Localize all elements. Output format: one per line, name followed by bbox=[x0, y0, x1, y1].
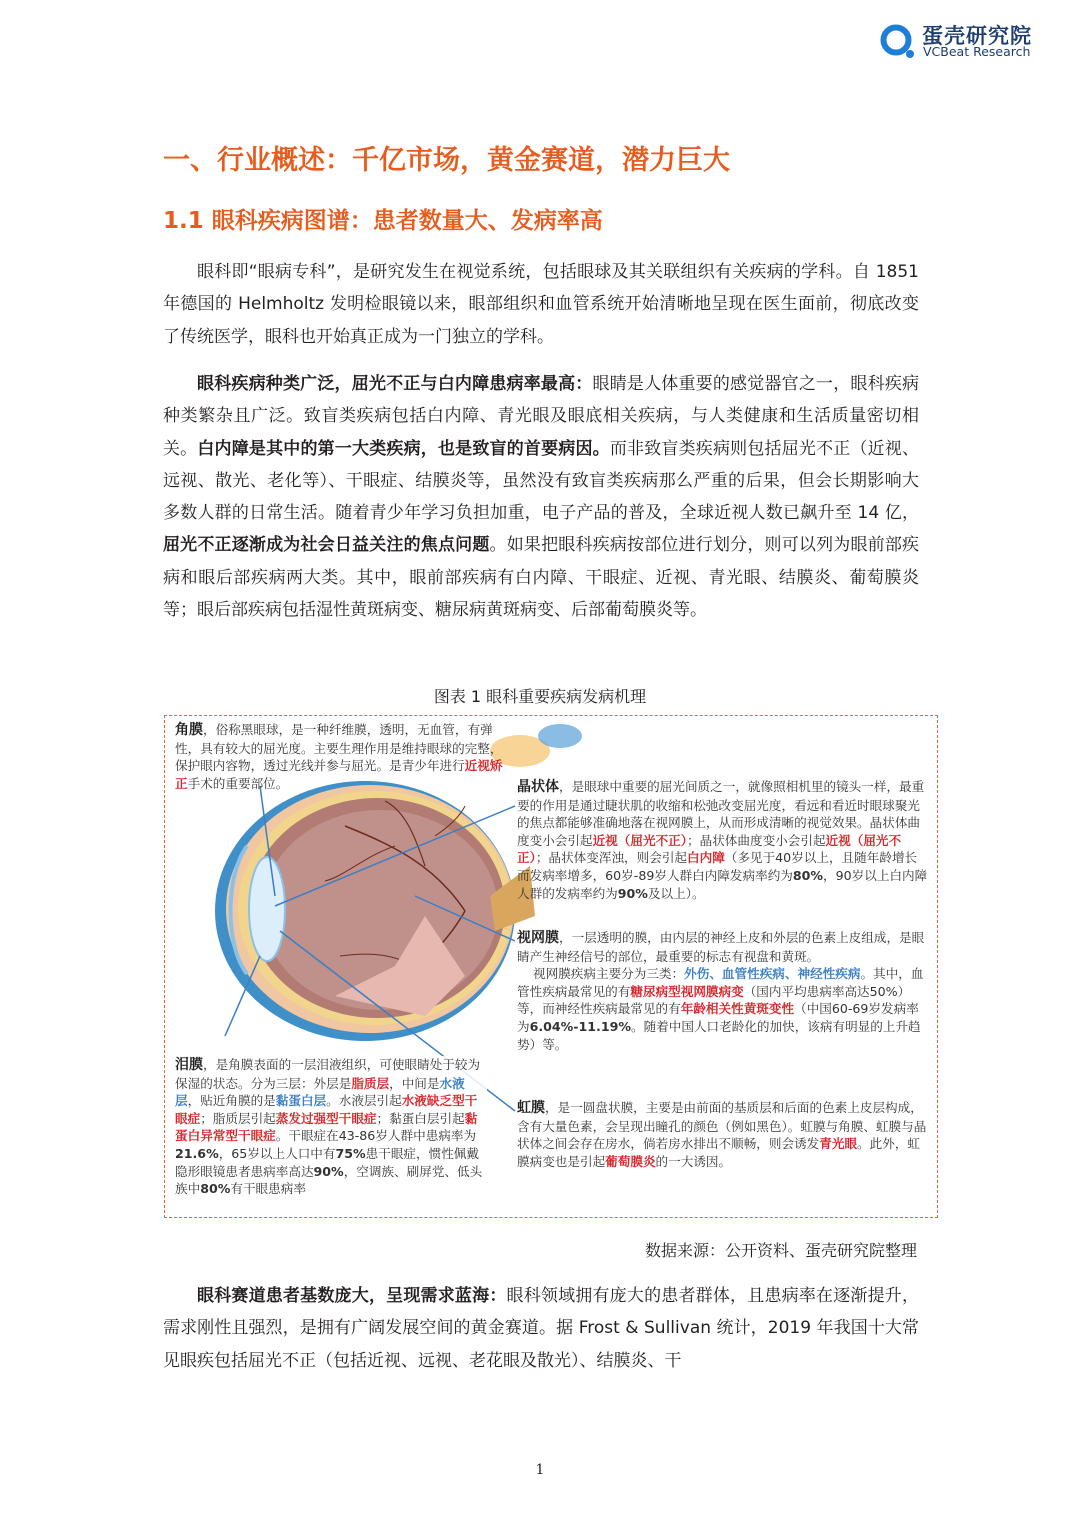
subsection-title: 1.1 眼科疾病图谱：患者数量大、发病率高 bbox=[163, 208, 603, 234]
annotation-lens: 晶状体，是眼球中重要的屈光间质之一，就像照相机里的镜头一样，最重要的作用是通过睫状肌的收缩和松弛改变屈光度，看远和看近时眼球聚光的焦点都能够准确地落在视网膜上，从而形成清晰的视觉效果。晶状体曲度变小会引起近视（屈光不正）；晶状体曲度变小会引起近视（屈光不正）；晶状体变浑浊，则会引起白内障（多见于40岁以上，且随年龄增长而发病率增多，60岁-89岁人群白内障发病率约为80%，90岁以上白内障人群的发病率约为90%及以上）。 bbox=[517, 779, 928, 901]
paragraph-market-demand: 眼科赛道患者基数庞大，呈现需求蓝海：眼科领域拥有庞大的患者群体，且患病率在逐渐提升，需求刚性且强烈，是拥有广阔发展空间的黄金赛道。据 Frost & Sullivan 统计，2019 年我国十大常见眼疾包括屈光不正（包括近视、远视、老花眼及散光）、结膜炎、干 bbox=[163, 1286, 920, 1371]
annotation-iris: 虹膜，是一圆盘状膜，主要是由前面的基质层和后面的色素上皮层构成，含有大量色素，会呈现出瞳孔的颜色（例如黑色）。虹膜与角膜、虹膜与晶状体之间会存在房水，倘若房水排出不顺畅，则会诱发青光眼。此外，虹膜病变也是引起葡萄膜炎的一大诱因。 bbox=[517, 1100, 927, 1169]
section-title: 一、行业概述：千亿市场，黄金赛道，潜力巨大 bbox=[163, 145, 730, 176]
logo-text-cn: 蛋壳研究院 bbox=[922, 24, 1032, 48]
paragraph-disease-types: 眼科疾病种类广泛，屈光不正与白内障患病率最高：眼睛是人体重要的感觉器官之一，眼科疾病种类繁杂且广泛。致盲类疾病包括白内障、青光眼及眼底相关疾病，与人类健康和生活质量密切相关。白内障是其中的第一大类疾病，也是致盲的首要病因。而非致盲类疾病则包括屈光不正（近视、远视、散光、老化等）、干眼症、结膜炎等，虽然没有致盲类疾病那么严重的后果，但会长期影响大多数人群的日常生活。随着青少年学习负担加重，电子产品的普及，全球近视人数已飙升至 14 亿，屈光不正逐渐成为社会日益关注的焦点问题。如果把眼科疾病按部位进行划分，则可以列为眼前部疾病和眼后部疾病两大类。其中，眼前部疾病有白内障、干眼症、近视、青光眼、结膜炎、葡萄膜炎等；眼后部疾病包括湿性黄斑病变、糖尿病黄斑病变、后部葡萄膜炎等。 bbox=[163, 374, 920, 621]
figure-caption: 图表 1 眼科重要疾病发病机理 bbox=[433, 687, 647, 706]
vcbeat-logo bbox=[880, 20, 1060, 64]
eye-anatomy-figure bbox=[164, 715, 938, 1218]
page-number: 1 bbox=[535, 1462, 545, 1478]
logo-icon bbox=[880, 24, 916, 60]
paragraph-intro: 眼科即“眼病专科”，是研究发生在视觉系统，包括眼球及其关联组织有关疾病的学科。自 1851 年德国的 Helmholtz 发明检眼镜以来，眼部组织和血管系统开始清晰地呈现在医生面前，彻底改变了传统医学，眼科也开始真正成为一门独立的学科。 bbox=[163, 262, 919, 347]
annotation-tear-film: 泪膜，是角膜表面的一层泪液组织，可使眼睛处于较为保湿的状态。分为三层：外层是脂质层，中间是水液层，贴近角膜的是黏蛋白层。水液层引起水液缺乏型干眼症；脂质层引起蒸发过强型干眼症；黏蛋白层引起黏蛋白异常型干眼症。干眼症在43-86岁人群中患病率为21.6%，65岁以上人口中有75%患干眼症，惯性佩戴隐形眼镜患者患病率高达90%，空调族、刷屏党、低头族中80%有干眼患病率 bbox=[175, 1056, 487, 1198]
logo-text-en: VCBeat Research bbox=[923, 44, 1031, 59]
lead-text: 眼科赛道患者基数庞大，呈现需求蓝海： bbox=[197, 1286, 507, 1306]
annotation-cornea: 角膜，俗称黑眼球，是一种纤维膜，透明，无血管，有弹性，具有较大的屈光度。主要生理作用是维持眼球的完整，保护眼内容物，透过光线并参与屈光。是青少年进行近视矫正手术的重要部位。 bbox=[175, 722, 503, 791]
lead-text: 眼科疾病种类广泛，屈光不正与白内障患病率最高： bbox=[197, 374, 593, 394]
annotation-retina: 视网膜，一层透明的膜，由内层的神经上皮和外层的色素上皮组成，是眼睛产生神经信号的部位，最重要的标志有视盘和黄斑。 视网膜疾病主要分为三类：外伤、血管性疾病、神经性疾病。其中，血管性疾病最常见的有糖尿病型视网膜病变（国内平均患病率高达50%）等，而神经性疾病最常见的有年龄相关性黄斑变性（中国60-69岁发病率为6.04%-11.19%。随着中国人口老龄化的加快，该病有明显的上升趋势）等。 bbox=[517, 930, 925, 1052]
figure-source: 数据来源：公开资料、蛋壳研究院整理 bbox=[644, 1241, 917, 1260]
